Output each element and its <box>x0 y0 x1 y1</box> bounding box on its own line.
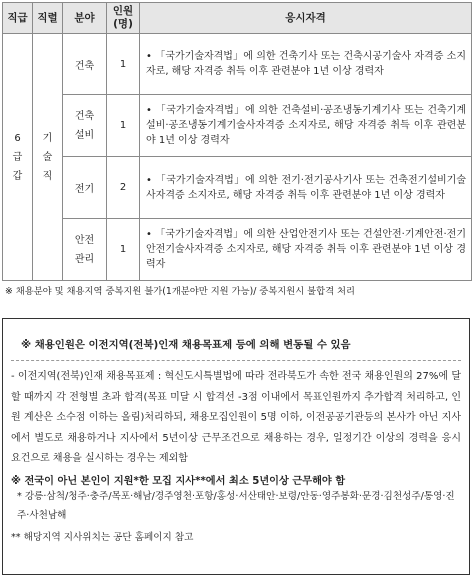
header-series: 직렬 <box>33 3 63 34</box>
qualification-cell: • 「국가기술자격법」에 의한 건축설비·공조냉동기계기사 또는 건축기계설비·공조냉동기계기술사자격증 소지자로, 해당 자격증 취득 이후 관련분야 1년 이상 경력자 <box>140 95 472 157</box>
table-header-row <box>3 3 472 34</box>
series-cell: 기 술 직 <box>33 34 63 281</box>
field-cell: 건축 <box>63 34 107 95</box>
count-cell: 1 <box>107 34 140 95</box>
header-grade: 직급 <box>3 3 33 34</box>
notice-subtitle: ※ 전국이 아닌 본인이 지원*한 모집 지사**에서 최소 5년이상 근무해야 함 <box>11 475 346 487</box>
divider <box>11 360 461 361</box>
table-row <box>3 219 472 281</box>
count-cell: 2 <box>107 157 140 219</box>
table-note: ※ 채용분야 및 채용지역 중복지원 불가(1개분야만 지원 가능)/ 중복지원시 불합격 처리 <box>5 286 356 297</box>
field-cell: 건축 설비 <box>63 95 107 157</box>
count-cell: 1 <box>107 95 140 157</box>
qualification-cell: • 「국가기술자격법」에 의한 전기·전기공사기사 또는 건축전기설비기술사자격증 소지자로, 해당 자격증 취득 이후 관련분야 1년 이상 경력자 <box>140 157 472 219</box>
table-row <box>3 157 472 219</box>
qualification-cell: • 「국가기술자격법」에 의한 건축기사 또는 건축시공기술사 자격증 소지자로, 해당 자격증 취득 이후 관련분야 1년 이상 경력자 <box>140 34 472 95</box>
field-cell: 전기 <box>63 157 107 219</box>
field-cell: 안전 관리 <box>63 219 107 281</box>
table-row <box>3 95 472 157</box>
table-row <box>3 34 472 95</box>
header-field: 분야 <box>63 3 107 34</box>
qualification-cell: • 「국가기술자격법」에 의한 산업안전기사 또는 건설안전·기계안전·전기안전기술사자격증 소지자로, 해당 자격증 취득 이후 관련분야 1년 이상 경력자 <box>140 219 472 281</box>
grade-cell: 6 급 갑 <box>3 34 33 281</box>
qualification-table <box>2 2 472 281</box>
notice-box <box>2 318 470 575</box>
notice-title: ※ 채용인원은 이전지역(전북)인재 채용목표제 등에 의해 변동될 수 있음 <box>21 339 351 351</box>
count-cell: 1 <box>107 219 140 281</box>
header-count: 인원(명) <box>107 3 140 34</box>
notice-paragraph: - 이전지역(전북)인재 채용목표제 : 혁신도시특별법에 따라 전라북도가 속한 전국 채용인원의 27%에 달할 때까지 각 전형별 초과 합격(목표 미달 시 합격선 -3점 이내에서 목표인원까지 추가합격 처리하고, 인원 계산은 소수점 이하는 올림)처리하되, 채용모집인원이 5명 이하, 이전공공기관등의 본사가 아닌 지사에서 별도로 채용하거나 지사에서 5년이상 근무조건으로 채용하는 경우, 일정기간 이상의 경력을 응시요건으로 채용을 실시하는 경우는 제외함 <box>11 371 461 464</box>
header-qualification: 응시자격 <box>140 3 472 34</box>
notice-footer: ** 해당지역 지사위치는 공단 홈페이지 참고 <box>11 531 194 543</box>
branch-list: * 강릉·삼척/청주·충주/목포·해남/경주영천·포항/홍성·서산태안·보령/안동·영주봉화·문경·김천성주/통영·진주·사천남해 <box>17 490 455 521</box>
